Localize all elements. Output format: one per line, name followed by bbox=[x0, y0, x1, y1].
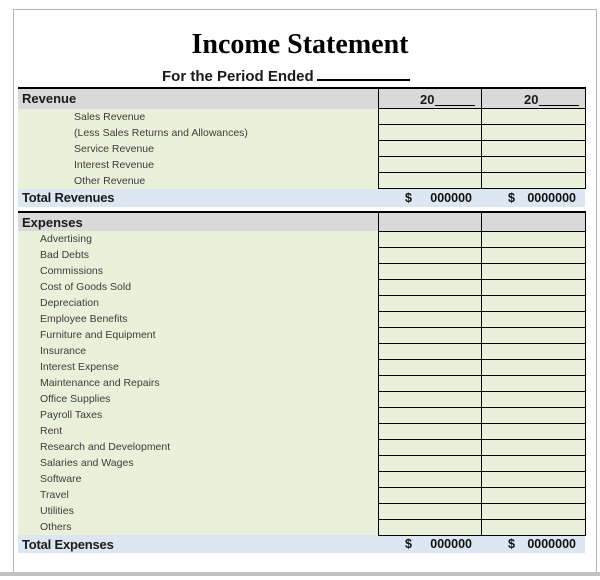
revenue-item-amount-cell-col2[interactable] bbox=[481, 157, 585, 173]
total-revenues-value-col2: 0000000 bbox=[527, 190, 576, 205]
expenses-item-amount-cell-col1[interactable] bbox=[378, 231, 481, 247]
expenses-item-label: Commissions bbox=[18, 263, 378, 279]
expenses-item-row bbox=[18, 487, 585, 503]
expenses-item-amount-cell-col2[interactable] bbox=[481, 247, 585, 263]
expenses-item-amount-cell-col1[interactable] bbox=[378, 487, 481, 503]
expenses-item-amount-cell-col1[interactable] bbox=[378, 391, 481, 407]
expenses-item-row bbox=[18, 423, 585, 439]
revenue-item-label: Sales Revenue bbox=[18, 109, 378, 125]
expenses-item-row bbox=[18, 231, 585, 247]
expenses-item-row bbox=[18, 407, 585, 423]
total-revenues-label: Total Revenues bbox=[22, 190, 115, 205]
expenses-item-amount-cell-col2[interactable] bbox=[481, 391, 585, 407]
expenses-item-label: Research and Development bbox=[18, 439, 378, 455]
expenses-item-amount-cell-col2[interactable] bbox=[481, 487, 585, 503]
year-header-cell-col2[interactable] bbox=[481, 88, 585, 109]
expenses-item-label: Employee Benefits bbox=[18, 311, 378, 327]
total-expenses-row bbox=[18, 535, 585, 553]
expenses-item-amount-cell-col1[interactable] bbox=[378, 247, 481, 263]
expenses-item-row bbox=[18, 263, 585, 279]
expenses-header-cell-col2[interactable] bbox=[481, 212, 585, 231]
period-ended-blank-line[interactable] bbox=[317, 66, 410, 81]
revenue-item-label: Service Revenue bbox=[18, 141, 378, 157]
expenses-item-amount-cell-col1[interactable] bbox=[378, 471, 481, 487]
revenue-item-label: (Less Sales Returns and Allowances) bbox=[18, 125, 378, 141]
total-expenses-value-col2: 0000000 bbox=[527, 537, 576, 552]
expenses-item-label: Utilities bbox=[18, 503, 378, 519]
period-ended-label: For the Period Ended bbox=[162, 68, 314, 85]
total-expenses-amount-col2[interactable] bbox=[481, 535, 585, 553]
expenses-item-row bbox=[18, 439, 585, 455]
expenses-item-amount-cell-col1[interactable] bbox=[378, 503, 481, 519]
revenue-item-row bbox=[18, 141, 585, 157]
currency-symbol: $ bbox=[508, 537, 515, 552]
expenses-item-label: Insurance bbox=[18, 343, 378, 359]
revenue-section-header-label: Revenue bbox=[18, 88, 378, 109]
expenses-item-row bbox=[18, 343, 585, 359]
expenses-item-label: Interest Expense bbox=[18, 359, 378, 375]
expenses-item-amount-cell-col1[interactable] bbox=[378, 375, 481, 391]
expenses-item-row bbox=[18, 519, 585, 535]
revenue-item-amount-cell-col1[interactable] bbox=[378, 109, 481, 125]
expenses-item-amount-cell-col1[interactable] bbox=[378, 519, 481, 535]
expenses-item-amount-cell-col2[interactable] bbox=[481, 359, 585, 375]
year-label-col2: 20 bbox=[524, 92, 539, 107]
year-blank-line-col1[interactable] bbox=[435, 94, 475, 106]
expenses-item-amount-cell-col1[interactable] bbox=[378, 455, 481, 471]
expenses-item-amount-cell-col2[interactable] bbox=[481, 263, 585, 279]
expenses-item-label: Salaries and Wages bbox=[18, 455, 378, 471]
total-expenses-label: Total Expenses bbox=[22, 536, 114, 552]
expenses-item-label: Depreciation bbox=[18, 295, 378, 311]
expenses-item-amount-cell-col2[interactable] bbox=[481, 231, 585, 247]
currency-symbol: $ bbox=[405, 190, 412, 205]
expenses-item-row bbox=[18, 471, 585, 487]
expenses-item-amount-cell-col1[interactable] bbox=[378, 407, 481, 423]
total-revenues-row bbox=[18, 189, 585, 207]
expenses-item-amount-cell-col1[interactable] bbox=[378, 279, 481, 295]
year-header-cell-col1[interactable] bbox=[378, 88, 481, 109]
revenue-item-label: Other Revenue bbox=[18, 173, 378, 189]
expenses-item-amount-cell-col1[interactable] bbox=[378, 439, 481, 455]
total-revenues-value-col1: 000000 bbox=[430, 190, 472, 205]
expenses-item-label: Bad Debts bbox=[18, 247, 378, 263]
expenses-item-amount-cell-col2[interactable] bbox=[481, 455, 585, 471]
revenue-item-amount-cell-col2[interactable] bbox=[481, 173, 585, 189]
revenue-item-amount-cell-col1[interactable] bbox=[378, 173, 481, 189]
expenses-item-amount-cell-col2[interactable] bbox=[481, 471, 585, 487]
expenses-item-amount-cell-col1[interactable] bbox=[378, 263, 481, 279]
expenses-item-label: Others bbox=[18, 519, 378, 535]
expenses-item-row bbox=[18, 503, 585, 519]
expenses-item-row bbox=[18, 247, 585, 263]
expenses-item-amount-cell-col2[interactable] bbox=[481, 343, 585, 359]
expenses-section-header-row bbox=[18, 212, 585, 231]
expenses-item-row bbox=[18, 279, 585, 295]
revenue-section-header-row bbox=[18, 88, 585, 109]
expenses-item-label: Maintenance and Repairs bbox=[18, 375, 378, 391]
expenses-section-header-label: Expenses bbox=[18, 212, 378, 231]
expenses-item-row bbox=[18, 391, 585, 407]
expenses-item-row bbox=[18, 311, 585, 327]
expenses-item-amount-cell-col1[interactable] bbox=[378, 311, 481, 327]
expenses-item-amount-cell-col1[interactable] bbox=[378, 327, 481, 343]
total-expenses-value-col1: 000000 bbox=[430, 537, 472, 552]
expenses-table bbox=[18, 211, 586, 553]
expenses-item-amount-cell-col1[interactable] bbox=[378, 295, 481, 311]
expenses-item-amount-cell-col1[interactable] bbox=[378, 423, 481, 439]
year-blank-line-col2[interactable] bbox=[539, 94, 579, 106]
expenses-header-cell-col1[interactable] bbox=[378, 212, 481, 231]
expenses-item-amount-cell-col2[interactable] bbox=[481, 439, 585, 455]
currency-symbol: $ bbox=[508, 190, 515, 205]
year-label-col1: 20 bbox=[420, 92, 435, 107]
expenses-item-amount-cell-col2[interactable] bbox=[481, 279, 585, 295]
expenses-item-label: Rent bbox=[18, 423, 378, 439]
expenses-item-row bbox=[18, 327, 585, 343]
revenue-item-amount-cell-col2[interactable] bbox=[481, 125, 585, 141]
page-bottom-edge bbox=[0, 572, 600, 576]
revenue-item-label: Interest Revenue bbox=[18, 157, 378, 173]
expenses-item-label: Software bbox=[18, 471, 378, 487]
expenses-item-amount-cell-col2[interactable] bbox=[481, 327, 585, 343]
revenue-item-amount-cell-col1[interactable] bbox=[378, 141, 481, 157]
expenses-item-amount-cell-col2[interactable] bbox=[481, 503, 585, 519]
expenses-item-label: Cost of Goods Sold bbox=[18, 279, 378, 295]
expenses-item-row bbox=[18, 455, 585, 471]
expenses-item-amount-cell-col2[interactable] bbox=[481, 311, 585, 327]
expenses-item-label: Travel bbox=[18, 487, 378, 503]
total-expenses-amount-col1[interactable] bbox=[378, 535, 481, 553]
period-ended-line bbox=[162, 66, 410, 85]
expenses-item-amount-cell-col2[interactable] bbox=[481, 407, 585, 423]
expenses-item-label: Office Supplies bbox=[18, 391, 378, 407]
page-title: Income Statement bbox=[191, 29, 409, 60]
expenses-item-amount-cell-col2[interactable] bbox=[481, 519, 585, 535]
expenses-item-row bbox=[18, 375, 585, 391]
expenses-item-amount-cell-col1[interactable] bbox=[378, 343, 481, 359]
revenue-item-row bbox=[18, 125, 585, 141]
expenses-item-label: Advertising bbox=[18, 231, 378, 247]
expenses-item-row bbox=[18, 359, 585, 375]
total-revenues-amount-col2[interactable] bbox=[481, 189, 585, 207]
revenue-item-row bbox=[18, 173, 585, 189]
expenses-item-amount-cell-col2[interactable] bbox=[481, 375, 585, 391]
currency-symbol: $ bbox=[405, 537, 412, 552]
revenue-table bbox=[18, 87, 586, 207]
expenses-item-row bbox=[18, 295, 585, 311]
revenue-item-amount-cell-col2[interactable] bbox=[481, 109, 585, 125]
revenue-item-row bbox=[18, 157, 585, 173]
expenses-item-amount-cell-col1[interactable] bbox=[378, 359, 481, 375]
expenses-item-label: Furniture and Equipment bbox=[18, 327, 378, 343]
expenses-item-label: Payroll Taxes bbox=[18, 407, 378, 423]
revenue-item-row bbox=[18, 109, 585, 125]
revenue-item-amount-cell-col1[interactable] bbox=[378, 125, 481, 141]
expenses-item-amount-cell-col2[interactable] bbox=[481, 295, 585, 311]
expenses-item-amount-cell-col2[interactable] bbox=[481, 423, 585, 439]
total-revenues-amount-col1[interactable] bbox=[378, 189, 481, 207]
revenue-item-amount-cell-col2[interactable] bbox=[481, 141, 585, 157]
revenue-item-amount-cell-col1[interactable] bbox=[378, 157, 481, 173]
